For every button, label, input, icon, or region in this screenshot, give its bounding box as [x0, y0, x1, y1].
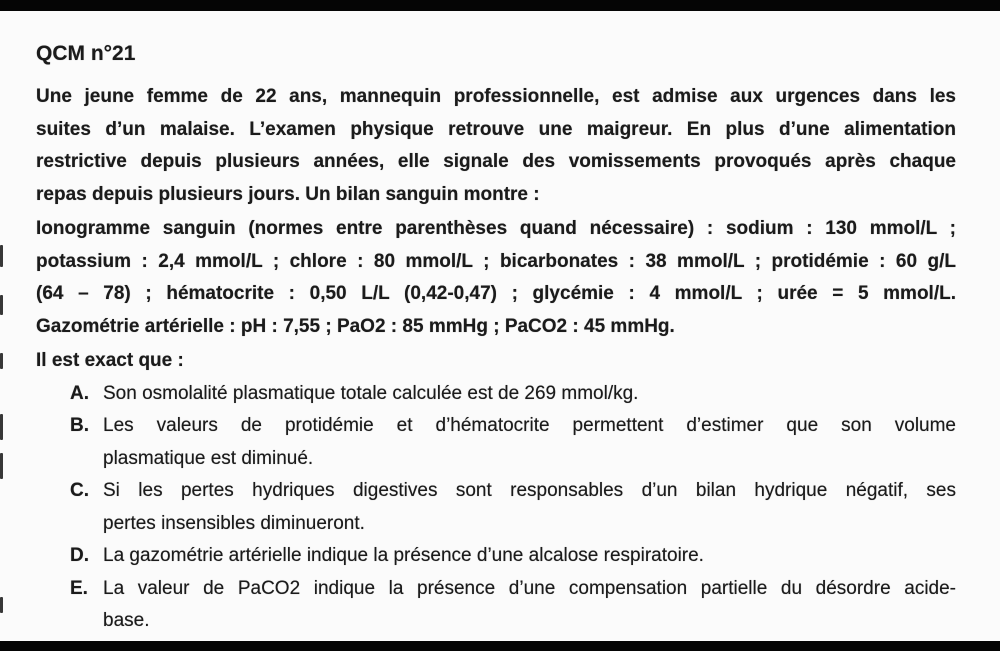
scan-edge-artifact: [0, 453, 3, 479]
option-text: [103, 475, 956, 540]
option-text-line: Si les pertes hydriques digestives sont responsables d’un bilan hydrique négatif, ses: [103, 480, 956, 501]
option-text-line: plasmatique est diminué.: [103, 447, 314, 469]
labs-line: potassium : 2,4 mmol/L ; chlore : 80 mmol/L ; bicarbonates : 38 mmol/L ; protidémie : 60 g/L: [36, 250, 956, 272]
labs-line: Ionogramme sanguin (normes entre parenthèses quand nécessaire) : sodium : 130 mmol/L ;: [36, 218, 956, 239]
scan-bottom-bar: [0, 641, 1000, 651]
option-text-line: base.: [103, 610, 150, 631]
option-letter: A.: [70, 382, 89, 404]
option-e: [70, 573, 956, 638]
labs-line: (64 – 78) ; hématocrite : 0,50 L/L (0,42-0,47) ; glycémie : 4 mmol/L ; urée = 5 mmol/L.: [36, 283, 956, 304]
option-letter: E.: [70, 577, 88, 599]
answer-prompt: Il est exact que :: [36, 350, 184, 371]
option-text: [103, 410, 956, 475]
option-d: [70, 540, 956, 573]
scan-edge-artifact: [0, 295, 3, 315]
question-stem: [36, 81, 956, 211]
option-text-line: Les valeurs de protidémie et d’hématocrite permettent d’estimer que son volume: [103, 415, 956, 436]
scan-edge-artifact: [0, 597, 3, 613]
options-list: [70, 378, 956, 638]
scan-top-bar: [0, 0, 1000, 11]
option-text-line: La valeur de PaCO2 indique la présence d’une compensation partielle du désordre acide-: [103, 577, 956, 599]
scan-edge-artifact: [0, 414, 3, 440]
option-b: [70, 410, 956, 475]
labs-line: Gazométrie artérielle : pH : 7,55 ; PaO2 : 85 mmHg ; PaCO2 : 45 mmHg.: [36, 315, 675, 337]
option-text-line: Son osmolalité plasmatique totale calculée est de 269 mmol/kg.: [103, 382, 639, 404]
option-a: [70, 378, 956, 411]
option-text: [103, 540, 956, 573]
stem-line: Une jeune femme de 22 ans, mannequin professionnelle, est admise aux urgences dans les: [36, 86, 956, 107]
stem-line: restrictive depuis plusieurs années, elle signale des vomissements provoqués après chaque: [36, 151, 956, 172]
option-text: [103, 378, 956, 411]
option-letter: B.: [70, 415, 89, 436]
document-content: [0, 11, 1000, 638]
scan-edge-artifact: [0, 245, 3, 267]
option-text-line: pertes insensibles diminueront.: [103, 512, 365, 534]
option-text-line: La gazométrie artérielle indique la présence d’une alcalose respiratoire.: [103, 545, 704, 566]
stem-line: repas depuis plusieurs jours. Un bilan sanguin montre :: [36, 183, 540, 205]
option-letter: C.: [70, 480, 89, 501]
option-letter: D.: [70, 545, 89, 566]
option-text: [103, 573, 956, 638]
stem-line: suites d’un malaise. L’examen physique retrouve une maigreur. En plus d’une alimentation: [36, 118, 956, 140]
question-number: QCM n°21: [36, 42, 136, 65]
option-c: [70, 475, 956, 540]
lab-results: [36, 213, 956, 343]
scan-edge-artifact: [0, 353, 3, 369]
